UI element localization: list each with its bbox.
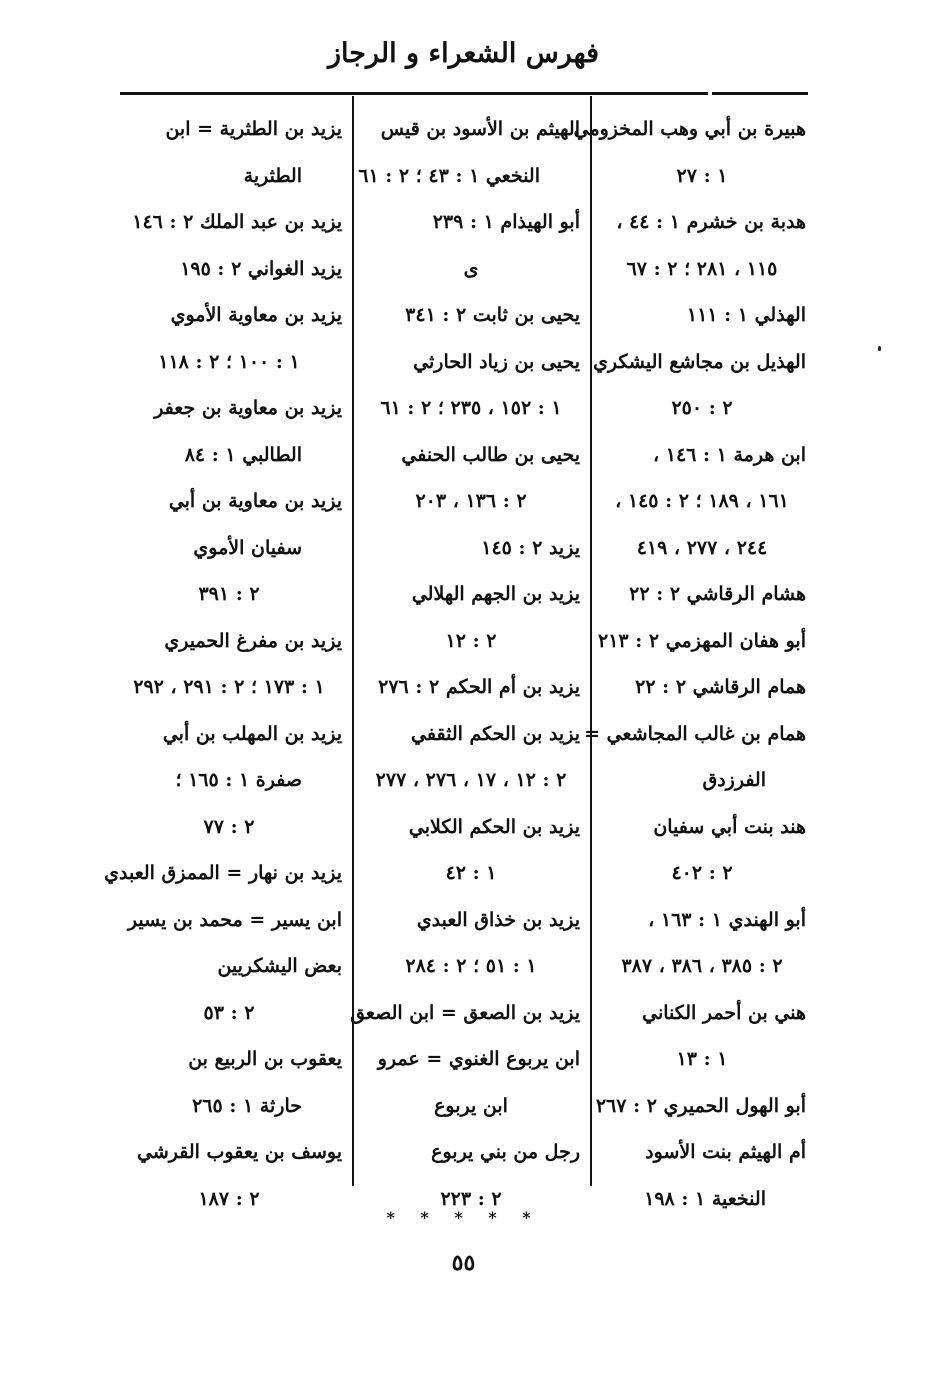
index-entry-line: أبو الهيذام ١ : ٢٣٩ <box>432 211 580 233</box>
index-entry-line: ١ : ١٠٠ ؛ ٢ : ١١٨ <box>158 350 300 373</box>
index-entry-line: ١٦١ ، ١٨٩ ؛ ٢ : ١٤٥ ، <box>615 490 789 512</box>
index-entry-line: حارثة ١ : ٢٦٥ <box>192 1094 302 1117</box>
header-rule <box>120 92 708 95</box>
index-entry-line: ٢ : ٢٢٣ <box>440 1187 502 1210</box>
index-entry-line: ١ : ٤٢ <box>445 862 497 884</box>
index-entry-line: يزيد بن عبد الملك ٢ : ١٤٦ <box>132 211 342 233</box>
index-entry-line: ى <box>463 257 479 280</box>
index-entry-line: يزيد بن الجهم الهلالي <box>411 583 580 605</box>
index-entry-line: يحيى بن طالب الحنفي <box>401 443 580 466</box>
index-entry-line: سفيان الأموي <box>193 536 302 559</box>
index-entry-line: أم الهيثم بنت الأسود <box>645 1141 806 1163</box>
index-entry-line: ١ : ١٥٢ ، ٢٣٥ ؛ ٢ : ٦١ <box>380 397 562 419</box>
index-entry-line: ٢ : ١٢ ، ١٧ ، ٢٧٦ ، ٢٧٧ <box>375 769 567 791</box>
index-entry-line: ابن هرمة ١ : ١٤٦ ، <box>653 443 806 466</box>
index-entry-line: ٢ : ٢٥٠ <box>671 397 733 419</box>
index-entry-line: يزيد بن مفرغ الحميري <box>164 629 342 652</box>
index-entry-line: يزيد بن معاوية بن جعفر <box>154 397 342 419</box>
index-entry-line: يزيد ٢ : ١٤٥ <box>481 536 580 559</box>
index-entry-line: هبيرة بن أبي وهب المخزومي <box>573 118 806 140</box>
index-entry-line: يزيد بن المهلب بن أبي <box>162 722 342 745</box>
index-entry-line: ٢٤٤ ، ٢٧٧ ، ٤١٩ <box>636 536 768 559</box>
index-entry-line: يزيد بن معاوية الأموي <box>170 304 342 326</box>
page-title: فهرس الشعراء و الرجاز <box>328 38 599 69</box>
index-columns <box>104 96 812 1210</box>
index-entry-line: همام الرقاشي ٢ : ٢٢ <box>635 676 806 698</box>
index-entry-line: بعض اليشكريين <box>217 955 342 977</box>
index-entry-line: ٢ : ٣٩١ <box>198 583 260 605</box>
index-entry-line: صفرة ١ : ١٦٥ ؛ <box>175 769 302 791</box>
index-entry-line: ٢ : ٣٨٥ ، ٣٨٦ ، ٣٨٧ <box>621 955 783 977</box>
index-entry-line: أبو الهندي ١ : ١٦٣ ، <box>648 908 806 931</box>
index-entry-line: هني بن أحمر الكناني <box>642 1001 806 1024</box>
index-entry-line: يزيد بن الطثرية = ابن <box>165 118 342 140</box>
index-entry-line: الطثرية <box>243 164 302 187</box>
index-entry-line: يزيد بن الصعق = ابن الصعق <box>350 1001 580 1024</box>
index-entry-line: يزيد بن معاوية بن أبي <box>168 490 342 512</box>
index-entry-line: يوسف بن يعقوب القرشي <box>137 1141 342 1163</box>
index-column-left <box>104 96 352 1210</box>
index-entry-line: ابن يربوع الغنوي = عمرو <box>377 1048 580 1070</box>
index-entry-line: أبو هفان المهزمي ٢ : ٢١٣ <box>597 629 806 652</box>
index-entry-line: النخعي ١ : ٤٣ ؛ ٢ : ٦١ <box>358 164 540 187</box>
index-entry-line: ابن يسير = محمد بن يسير <box>127 908 342 931</box>
index-entry-line: يزيد بن نهار = الممزق العبدي <box>104 862 342 884</box>
index-entry-line: الهيثم بن الأسود بن قيس <box>380 118 580 140</box>
index-entry-line: أبو الهول الحميري ٢ : ٢٦٧ <box>595 1094 806 1117</box>
index-entry-line: ١ : ١٧٣ ؛ ٢ : ٢٩١ ، ٢٩٢ <box>133 676 325 698</box>
index-entry-line: ١ : ٥١ ؛ ٢ : ٢٨٤ <box>405 955 537 977</box>
index-entry-line: ٢ : ١٢ <box>445 629 497 652</box>
index-entry-line: رجل من بني يربوع <box>431 1141 580 1163</box>
index-entry-line: الهذلي ١ : ١١١ <box>686 304 806 326</box>
index-entry-line: يحيى بن ثابت ٢ : ٣٤١ <box>405 304 580 326</box>
index-entry-line: ٢ : ٤٠٢ <box>671 862 733 884</box>
index-entry-line: ١ : ٢٧ <box>676 164 728 187</box>
index-entry-line: هشام الرقاشي ٢ : ٢٢ <box>629 583 806 605</box>
scan-speck <box>878 346 881 351</box>
index-entry-line: يزيد بن الحكم الثقفي <box>411 722 580 745</box>
index-entry-line: يزيد بن أم الحكم ٢ : ٢٧٦ <box>378 676 580 698</box>
index-entry-line: الفرزدق <box>702 769 766 791</box>
index-entry-line: يعقوب بن الربيع بن <box>188 1048 342 1070</box>
index-entry-line: ابن يربوع <box>434 1094 508 1117</box>
index-entry-line: الهذيل بن مجاشع اليشكري <box>593 350 806 373</box>
page-number: ٥٥ <box>451 1250 476 1276</box>
header-rule-short <box>712 92 808 95</box>
index-entry-line: ٢ : ٥٣ <box>203 1001 255 1024</box>
index-entry-line: يحيى بن زياد الحارثي <box>413 350 580 373</box>
index-entry-line: هند بنت أبي سفيان <box>653 815 806 838</box>
index-entry-line: ١ : ١٣ <box>676 1048 728 1070</box>
index-entry-line: يزيد بن خذاق العبدي <box>416 908 580 931</box>
index-entry-line: ٢ : ٧٧ <box>203 815 255 838</box>
index-entry-line: الطالبي ١ : ٨٤ <box>184 443 302 466</box>
index-entry-line: ٢ : ١٨٧ <box>198 1187 260 1210</box>
index-entry-line: يزيد بن الحكم الكلابي <box>408 815 580 838</box>
index-entry-line: همام بن غالب المجاشعي = <box>584 722 806 745</box>
index-column-middle <box>350 96 592 1210</box>
index-entry-line: يزيد الغواني ٢ : ١٩٥ <box>180 257 342 280</box>
index-entry-line: النخعية ١ : ١٩٨ <box>644 1187 766 1210</box>
index-column-right <box>573 96 812 1210</box>
index-entry-line: ١١٥ ، ٢٨١ ؛ ٢ : ٦٧ <box>626 257 778 280</box>
index-entry-line: هدبة بن خشرم ١ : ٤٤ ، <box>616 211 806 233</box>
index-entry-line: ٢ : ١٣٦ ، ٢٠٣ <box>415 490 527 512</box>
section-end-stars: * * * * * <box>386 1208 541 1227</box>
